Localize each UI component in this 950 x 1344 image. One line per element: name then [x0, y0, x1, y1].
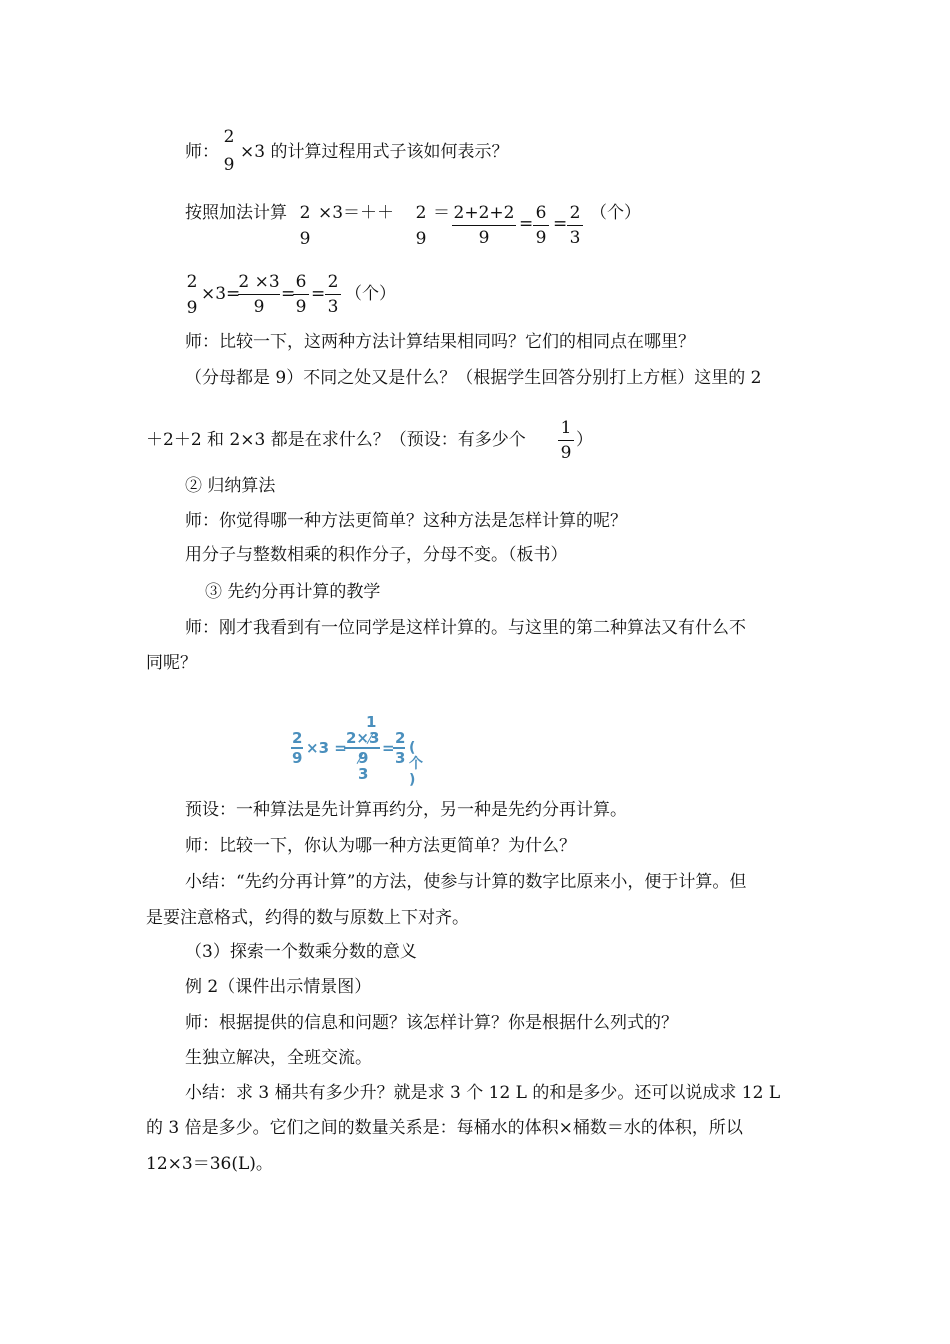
- section-heading: （3）探索一个数乘分数的意义: [185, 942, 417, 962]
- paragraph: 预设：一种算法是先计算再约分，另一种是先约分再计算。: [185, 800, 627, 820]
- paragraph: 12×3＝36(L)。: [146, 1154, 273, 1174]
- fraction: 2 3: [325, 272, 341, 317]
- unit: （个）: [345, 284, 396, 304]
- line2-text: ×3＝＋＋: [318, 203, 395, 223]
- paragraph: 师：根据提供的信息和问题？该怎样计算？你是根据什么列式的？: [185, 1013, 678, 1033]
- fraction: 2 3: [567, 203, 583, 248]
- line3-text: ×3=: [201, 284, 241, 304]
- fraction: 6 9: [533, 203, 549, 248]
- fraction: 2 9: [223, 127, 235, 175]
- fraction: 2+2+2 9: [453, 203, 515, 248]
- paragraph: 师：刚才我看到有一位同学是这样计算的。与这里的第二种算法又有什么不: [185, 618, 746, 638]
- paragraph: 是要注意格式，约得的数与原数上下对齐。: [146, 908, 469, 928]
- paragraph: 生独立解决，全班交流。: [185, 1048, 372, 1068]
- equals: =: [519, 214, 534, 234]
- paragraph: 小结：求 3 桶共有多少升？就是求 3 个 12 L 的和是多少。还可以说成求 12 L: [185, 1083, 781, 1103]
- paragraph: 师：比较一下，你认为哪一种方法更简单？为什么？: [185, 836, 576, 856]
- equals: =: [311, 284, 326, 304]
- unit: （个）: [590, 203, 641, 223]
- fraction: 2 ×3 9: [238, 272, 280, 317]
- paragraph-end: ）: [576, 430, 593, 450]
- line1-prefix: 师：: [185, 142, 219, 162]
- paragraph: 同呢？: [146, 653, 197, 673]
- fraction: 6 9: [293, 272, 309, 317]
- equals: =: [553, 214, 568, 234]
- paragraph: 的 3 倍是多少。它们之间的数量关系是：每桶水的体积×桶数＝水的体积，所以: [146, 1118, 743, 1138]
- section-heading: ② 归纳算法: [185, 476, 276, 496]
- fraction: 2 9: [299, 203, 311, 249]
- fraction: 1 9: [558, 418, 574, 463]
- section-heading: ③ 先约分再计算的教学: [205, 582, 381, 602]
- paragraph: 例 2（课件出示情景图）: [185, 977, 372, 997]
- paragraph: ＋2＋2 和 2×3 都是在求什么？（预设：有多少个: [146, 430, 526, 450]
- paragraph: 小结：“先约分再计算”的方法，使参与计算的数字比原来小，便于计算。但: [185, 872, 747, 892]
- paragraph: 师：你觉得哪一种方法更简单？这种方法是怎样计算的呢？: [185, 511, 627, 531]
- equation-image: 2 9 ×3 = 1 2×3 9 3 = 2 3 ( 个 ): [292, 713, 423, 788]
- equals: =: [281, 284, 296, 304]
- paragraph: 师：比较一下，这两种方法计算结果相同吗？它们的相同点在哪里？: [185, 332, 695, 352]
- paragraph: 用分子与整数相乘的积作分子，分母不变。（板书）: [185, 545, 568, 565]
- fraction: 2 9: [415, 203, 427, 249]
- line1-text: ×3 的计算过程用式子该如何表示？: [240, 142, 509, 162]
- fraction: 2 9: [186, 272, 198, 318]
- paragraph: （分母都是 9）不同之处又是什么？（根据学生回答分别打上方框）这里的 2: [185, 368, 762, 388]
- equals: ＝: [433, 203, 450, 223]
- line2-prefix: 按照加法计算: [185, 203, 287, 223]
